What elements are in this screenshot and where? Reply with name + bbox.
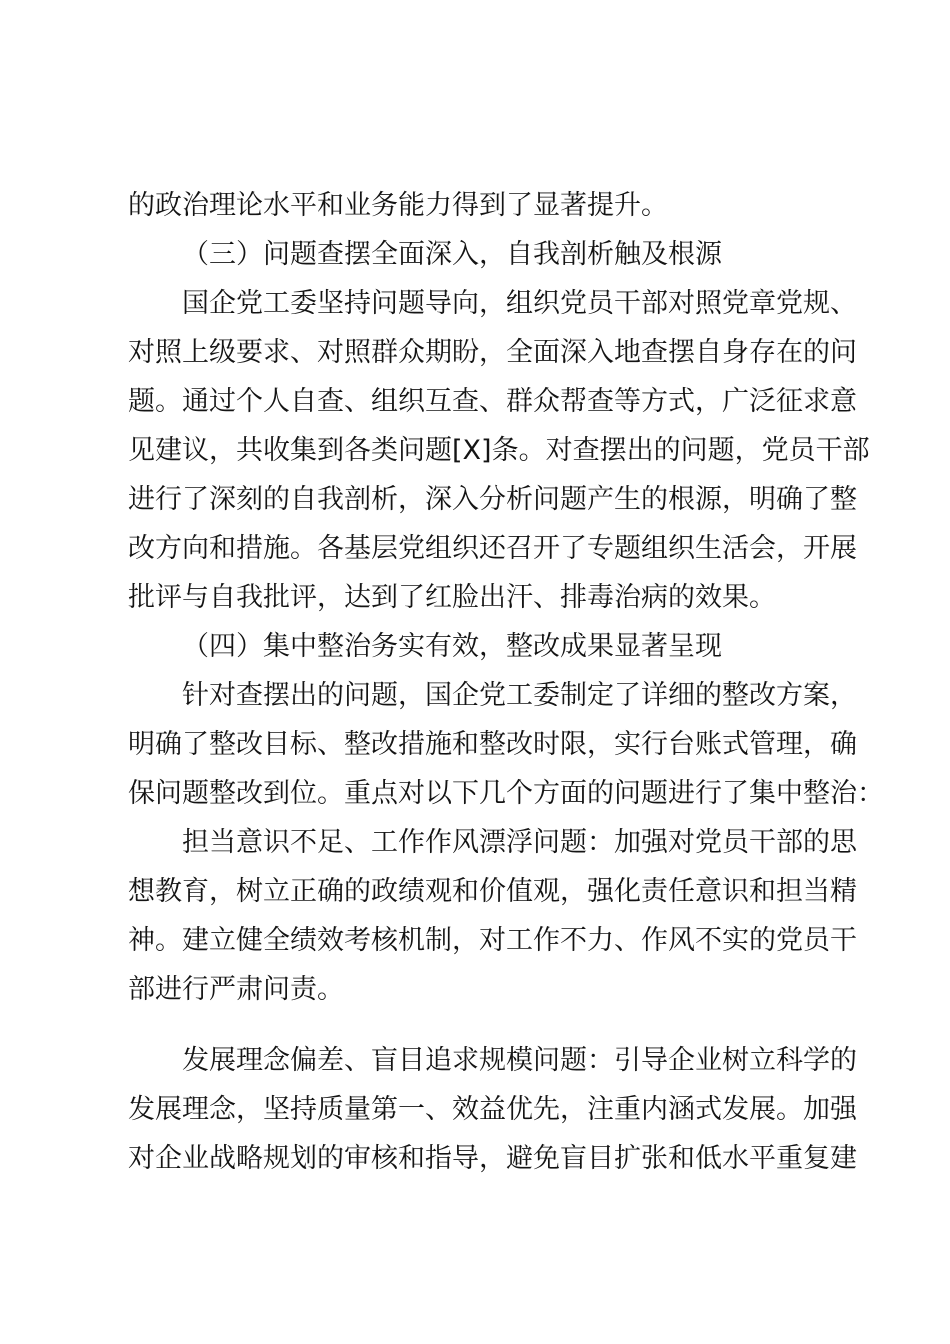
paragraph-line: 对照上级要求、对照群众期盼，全面深入地查摆自身存在的问: [128, 337, 857, 368]
paragraph-line: 部进行严肃问责。: [128, 974, 344, 1005]
paragraph-line: 担当意识不足、工作作风漂浮问题：加强对党员干部的思: [182, 827, 857, 858]
paragraph-spacer: [128, 1014, 832, 1036]
paragraph-line: 对企业战略规划的审核和指导，避免盲目扩张和低水平重复建: [128, 1143, 857, 1174]
paragraph-line: 见建议，共收集到各类问题[X]条。对查摆出的问题，党员干部: [128, 435, 870, 466]
paragraph-line: 题。通过个人自查、组织互查、群众帮查等方式，广泛征求意: [128, 386, 857, 417]
paragraph-line: 发展理念偏差、盲目追求规模问题：引导企业树立科学的: [182, 1045, 857, 1076]
paragraph-line: 改方向和措施。各基层党组织还召开了专题组织生活会，开展: [128, 533, 857, 564]
section-heading: （四）集中整治务实有效，整改成果显著呈现: [182, 631, 722, 662]
paragraph-line: 明确了整改目标、整改措施和整改时限，实行台账式管理，确: [128, 729, 857, 760]
paragraph-line: 国企党工委坚持问题导向，组织党员干部对照党章党规、: [182, 288, 857, 319]
document-body: [128, 181, 884, 1183]
paragraph-line: 保问题整改到位。重点对以下几个方面的问题进行了集中整治：: [128, 778, 884, 809]
paragraph-line: 发展理念，坚持质量第一、效益优先，注重内涵式发展。加强: [128, 1094, 857, 1125]
paragraph-line: 神。建立健全绩效考核机制，对工作不力、作风不实的党员干: [128, 925, 857, 956]
paragraph-line: 针对查摆出的问题，国企党工委制定了详细的整改方案，: [182, 680, 857, 711]
paragraph-line: 想教育，树立正确的政绩观和价值观，强化责任意识和担当精: [128, 876, 857, 907]
section-heading: （三）问题查摆全面深入，自我剖析触及根源: [182, 239, 722, 270]
paragraph-line: 进行了深刻的自我剖析，深入分析问题产生的根源，明确了整: [128, 484, 857, 515]
paragraph-line: 的政治理论水平和业务能力得到了显著提升。: [128, 190, 668, 221]
paragraph-line: 批评与自我批评，达到了红脸出汗、排毒治病的效果。: [128, 582, 776, 613]
